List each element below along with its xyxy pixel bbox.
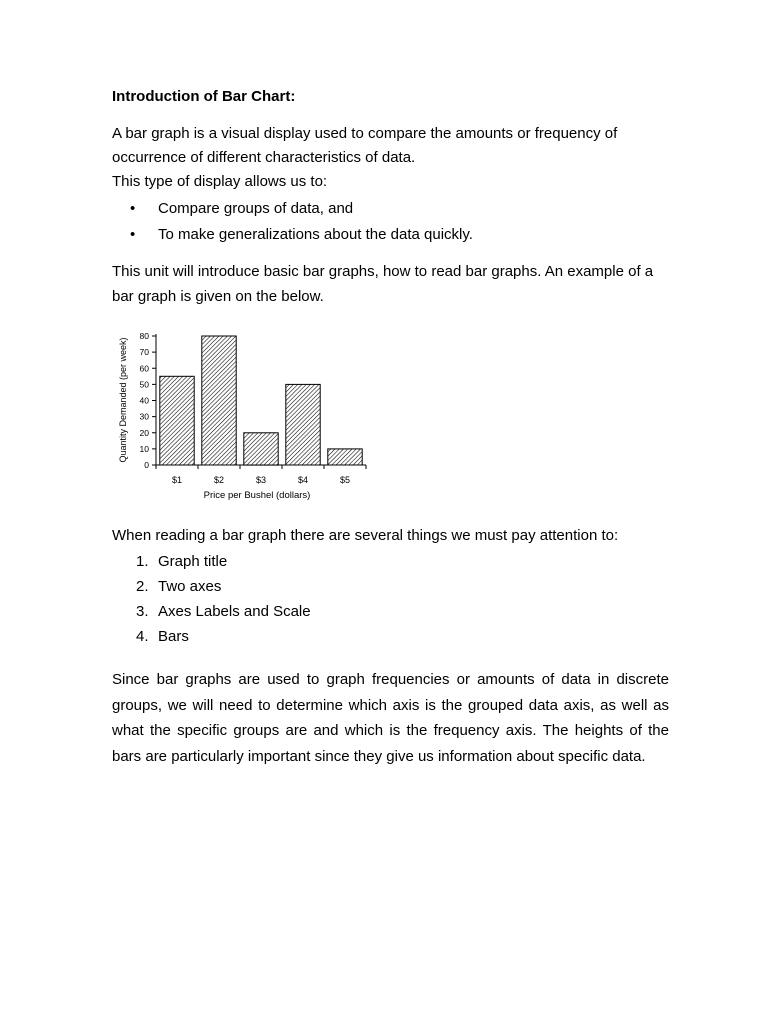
list-item: [112, 199, 473, 225]
chart-bars: [160, 336, 362, 465]
y-axis-label: Quantity Demanded (per week): [118, 337, 128, 463]
y-tick-label: 70: [139, 347, 149, 358]
chart-x-ticks: [156, 465, 366, 485]
list-number: 4.: [136, 628, 149, 645]
unit-paragraph: This unit will introduce basic bar graphs, how to read bar graphs. An example of a bar graph is given on the below.: [112, 263, 654, 305]
x-tick-label: $1: [171, 475, 183, 485]
y-tick-label: 20: [139, 427, 149, 438]
list-number: 2.: [136, 578, 149, 595]
list-item-text: Axes Labels and Scale: [158, 603, 311, 620]
chart-bar: [244, 433, 278, 465]
list-item: [112, 225, 473, 251]
list-item: [112, 627, 311, 652]
numbered-list: [112, 552, 311, 652]
attention-paragraph: When reading a bar graph there are several things we must pay attention to:: [112, 527, 619, 544]
chart-y-ticks: [140, 331, 156, 470]
section-heading: Introduction of Bar Chart:: [112, 88, 296, 105]
bullet-text: Compare groups of data, and: [158, 200, 354, 217]
x-tick-label: $2: [213, 475, 225, 485]
list-item: [112, 552, 311, 577]
x-axis-label: Price per Bushel (dollars): [203, 490, 311, 501]
list-item: [112, 602, 311, 627]
chart-bar: [160, 376, 194, 465]
bullet-text: To make generalizations about the data quickly.: [158, 226, 473, 243]
y-tick-label: 50: [139, 379, 149, 390]
y-tick-label: 30: [139, 411, 149, 422]
list-item-text: Graph title: [158, 553, 228, 570]
x-tick-label: $4: [297, 475, 309, 485]
document-page: [112, 0, 672, 1024]
intro-allows: This type of display allows us to:: [112, 173, 328, 190]
list-item-text: Bars: [158, 628, 189, 645]
bullet-icon: •: [130, 200, 136, 217]
closing-paragraph: Since bar graphs are used to graph frequencies or amounts of data in discrete groups, we will need to determine which axis is the grouped data axis, as well as what the specific groups are and which is the frequency axis. The heights of the bars are particularly important since they give us information about specific data.: [112, 671, 669, 765]
y-tick-label: 0: [144, 460, 149, 470]
chart-bar: [328, 449, 362, 465]
chart-bar: [286, 384, 320, 465]
bullet-list: [112, 199, 473, 251]
list-number: 1.: [136, 553, 149, 570]
list-number: 3.: [136, 603, 149, 620]
x-tick-label: $3: [255, 475, 267, 485]
y-tick-label: 40: [139, 395, 149, 406]
y-tick-label: 60: [139, 363, 149, 374]
chart-bar: [202, 336, 236, 465]
bar-chart: [112, 328, 392, 508]
y-tick-label: 10: [139, 443, 149, 454]
bullet-icon: •: [130, 226, 136, 243]
intro-sentence: A bar graph is a visual display used to compare the amounts or frequency of occurrence of different characteristics of data.: [112, 125, 618, 166]
bar-chart-svg: [112, 328, 392, 508]
list-item-text: Two axes: [158, 578, 222, 595]
list-item: [112, 577, 311, 602]
intro-paragraph: [112, 122, 672, 194]
x-tick-label: $5: [339, 475, 351, 485]
y-tick-label: 80: [139, 331, 149, 341]
